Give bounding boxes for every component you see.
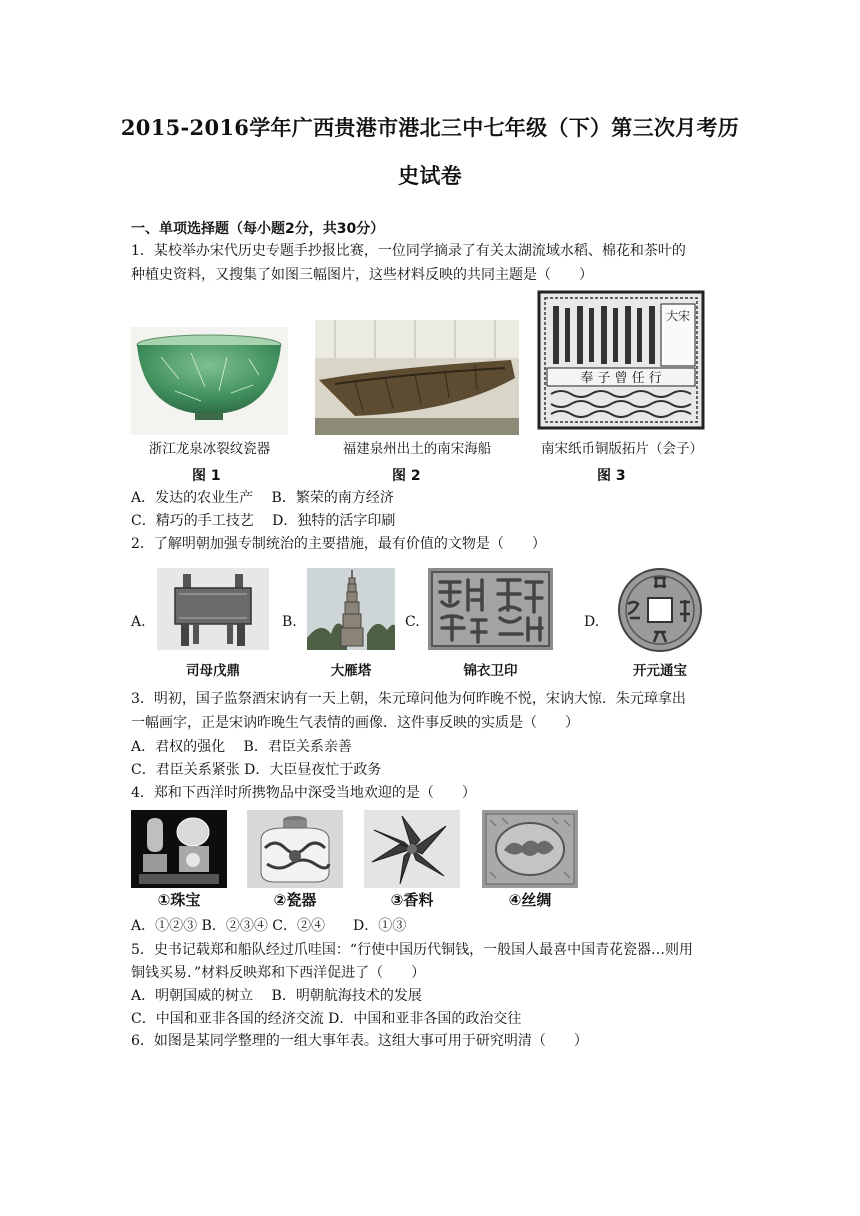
q3-stem-line1: 3．明初，国子监祭酒宋讷有一天上朝，朱元璋问他为何昨晚不悦，宋讷大惊．朱元璋拿出 [131,691,686,707]
q1-figure3-caption: 南宋纸币铜版拓片（会子） [541,441,703,457]
q6-stem: 6．如图是某同学整理的一组大事年表。这组大事可用于研究明清（ ） [131,1033,588,1049]
q1-figure3-banknote-image [537,290,705,430]
q4-silk-caption: ④丝绸 [508,891,552,909]
q1-stem-line1: 1．某校举办宋代历史专题手抄报比赛，一位同学摘录了有关太湖流域水稻、棉花和茶叶的 [131,243,686,259]
q1-figure3-header-text: 大宋 [665,309,691,323]
q4-porcelain-image [247,810,343,888]
q4-jewelry-image [131,810,227,888]
q5-stem-line1: 5．史书记载郑和船队经过爪哇国：“行使中国历代铜钱，一般国人最喜中国青花瓷器…则用 [131,942,694,958]
q2-option-c-caption: 锦衣卫印 [463,663,518,679]
q4-spice-image [364,810,460,888]
q2-option-c-letter: C. [405,614,420,630]
q2-option-d-caption: 开元通宝 [633,663,687,679]
section-heading: 一、单项选择题（每小题2分，共30分） [131,221,385,237]
q1-stem-line2: 种植史资料，又搜集了如图三幅图片，这些材料反映的共同主题是（ ） [131,267,593,283]
q1-figure1-label: 图 1 [192,468,221,484]
q5-options-line2: C．中国和亚非各国的经济交流 D．中国和亚非各国的政治交往 [131,1011,522,1027]
exam-title-line1: 2015-2016学年广西贵港市港北三中七年级（下）第三次月考历 [120,115,740,140]
q4-spice-caption: ③香料 [390,891,434,909]
q3-options-line1: A．君权的强化 B．君臣关系亲善 [131,739,352,755]
exam-title-line2: 史试卷 [398,163,462,188]
q1-figure1-bowl-image [131,327,288,435]
q1-figure1-caption: 浙江龙泉冰裂纹瓷器 [148,441,271,457]
q2-option-b-letter: B. [282,614,297,630]
q1-figure3-label: 图 3 [597,468,626,484]
q4-options: A．①②③ B．②③④ C．②④ D．①③ [131,918,407,934]
q3-stem-line2: 一幅画字，正是宋讷昨晚生气表情的画像．这件事反映的实质是（ ） [131,715,579,731]
q1-figure2-ship-image [315,320,519,435]
q1-figure3-band-text: 奉 子 曾 任 行 [580,371,662,386]
q4-porcelain-caption: ②瓷器 [273,891,317,909]
q2-option-b-caption: 大雁塔 [330,663,372,679]
q4-jewelry-caption: ①珠宝 [157,891,201,909]
q4-silk-image [482,810,578,888]
q5-stem-line2: 铜钱买易．”材料反映郑和下西洋促进了（ ） [131,965,426,981]
q1-figure2-label: 图 2 [392,468,421,484]
q2-option-d-letter: D. [584,614,600,630]
q5-options-line1: A．明朝国威的树立 B．明朝航海技术的发展 [131,988,422,1004]
q2-option-a-caption: 司母戊鼎 [186,663,240,679]
q3-options-line2: C．君臣关系紧张 D．大臣昼夜忙于政务 [131,762,382,778]
q1-options-line2: C．精巧的手工技艺 D．独特的活字印刷 [131,513,396,529]
q4-stem: 4．郑和下西洋时所携物品中深受当地欢迎的是（ ） [131,785,476,801]
q2-stem: 2．了解明朝加强专制统治的主要措施，最有价值的文物是（ ） [131,536,546,552]
q2-option-a-letter: A. [131,614,146,630]
q1-figure2-caption: 福建泉州出土的南宋海船 [342,441,492,457]
q1-options-line1: A．发达的农业生产 B．繁荣的南方经济 [131,490,394,506]
